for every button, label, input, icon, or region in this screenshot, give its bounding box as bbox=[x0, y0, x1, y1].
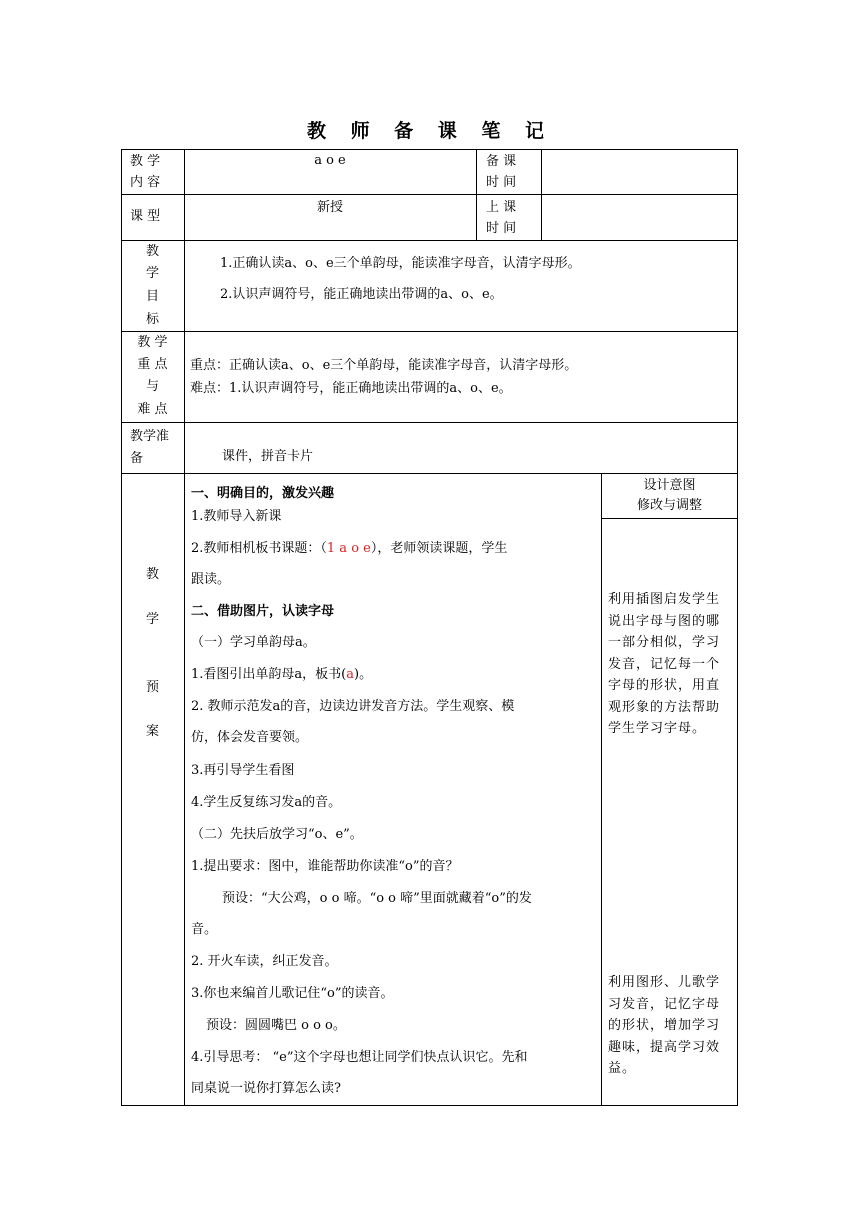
plan-line: 3.再引导学生看图 bbox=[191, 763, 295, 778]
plan-line: 2.教师相机板书课题：（1 a o e），老师领读课题，学生 bbox=[191, 541, 508, 556]
side-header-divider bbox=[601, 518, 738, 519]
goals-label: 学 bbox=[145, 266, 159, 281]
prep-value: 课件，拼音卡片 bbox=[222, 449, 314, 464]
goal-item: 1.正确认读a、o、e三个单韵母，能读准字母音，认清字母形。 bbox=[220, 256, 581, 271]
table-border-bottom bbox=[121, 1105, 738, 1106]
prep-label: 教学准 bbox=[130, 429, 170, 444]
plan-line: 2. 教师示范发a的音，边读边讲发音方法。学生观察、模 bbox=[191, 699, 515, 714]
plan-line: （一）学习单韵母a。 bbox=[191, 635, 316, 650]
plan-label: 预 bbox=[145, 680, 159, 695]
plan-label: 案 bbox=[145, 724, 159, 739]
red-board-text: a bbox=[346, 667, 354, 682]
section-heading: 一、明确目的，激发兴趣 bbox=[191, 486, 335, 501]
row-divider bbox=[121, 422, 738, 423]
plan-line: 2. 开火车读，纠正发音。 bbox=[191, 954, 338, 969]
prep-time-label: 时 间 bbox=[486, 175, 517, 190]
row-divider bbox=[121, 473, 738, 474]
plan-label: 学 bbox=[145, 612, 159, 627]
table-border-right bbox=[737, 149, 738, 1106]
key-points-label: 与 bbox=[145, 379, 159, 394]
goals-label: 标 bbox=[145, 312, 159, 327]
plan-line: 4.引导思考： “e”这个字母也想让同学们快点认识它。先和 bbox=[191, 1050, 528, 1065]
prep-time-label: 备 课 bbox=[486, 154, 517, 169]
type-label: 课 型 bbox=[130, 209, 161, 224]
plan-line: 跟读。 bbox=[191, 572, 231, 587]
red-board-text: 1 a o e bbox=[326, 541, 371, 556]
page-title: 教 师 备 课 笔 记 bbox=[306, 120, 554, 142]
key-points-label: 难 点 bbox=[137, 402, 168, 417]
side-header: 修改与调整 bbox=[636, 498, 702, 513]
key-points-label: 教 学 bbox=[137, 335, 168, 350]
row-divider bbox=[121, 194, 738, 195]
plan-line: 仿，体会发音要领。 bbox=[191, 730, 309, 745]
side-header: 设计意图 bbox=[643, 478, 696, 493]
column-divider bbox=[541, 149, 542, 241]
design-note: 利用插图启发学生说出字母与图的哪一部分相似，学习发音，记忆每一个字母的形状，用直观形象的方法帮助学生学习字母。 bbox=[608, 592, 721, 736]
content-label: 内 容 bbox=[130, 175, 161, 190]
plan-line: 音。 bbox=[191, 922, 218, 937]
table-border-top bbox=[121, 149, 738, 150]
plan-line: 预设：圆圆嘴巴 o o o。 bbox=[206, 1018, 346, 1033]
goals-label: 教 bbox=[145, 244, 159, 259]
label-column-divider bbox=[184, 149, 185, 1106]
plan-line: 4.学生反复练习发a的音。 bbox=[191, 795, 342, 810]
plan-line: 同桌说一说你打算怎么读? bbox=[191, 1081, 341, 1096]
key-point: 重点：正确认读a、o、e三个单韵母，能读准字母音，认清字母形。 bbox=[190, 358, 578, 373]
type-value: 新授 bbox=[316, 200, 343, 215]
goals-label: 目 bbox=[145, 289, 159, 304]
content-label: 教 学 bbox=[130, 154, 161, 169]
plan-line: 1.看图引出单韵母a，板书(a)。 bbox=[191, 667, 373, 682]
row-divider bbox=[121, 240, 738, 241]
key-points-label: 重 点 bbox=[137, 357, 168, 372]
class-time-label: 时 间 bbox=[486, 221, 517, 236]
plan-line: （二）先扶后放学习“o、e”。 bbox=[191, 827, 363, 842]
plan-line: 预设：“大公鸡，o o 啼。“o o 啼”里面就藏着“o”的发 bbox=[222, 891, 532, 906]
design-note: 利用图形、儿歌学习发音，记忆字母的形状，增加学习趣味，提高学习效益。 bbox=[608, 975, 721, 1076]
plan-line: 1.提出要求：图中，谁能帮助你读准“o”的音？ bbox=[191, 859, 459, 874]
section-heading: 二、借助图片，认读字母 bbox=[191, 604, 335, 619]
row-divider bbox=[121, 331, 738, 332]
plan-label: 教 bbox=[145, 567, 159, 582]
notes-column-divider bbox=[601, 473, 602, 1106]
prep-label: 备 bbox=[130, 451, 144, 466]
plan-line: 1.教师导入新课 bbox=[191, 509, 282, 524]
plan-line: 3.你也来编首儿歌记住“o”的读音。 bbox=[191, 986, 394, 1001]
column-divider bbox=[476, 149, 477, 241]
goal-item: 2.认识声调符号，能正确地读出带调的a、o、e。 bbox=[220, 287, 503, 302]
content-value: a o e bbox=[314, 153, 346, 168]
difficult-point: 难点：1.认识声调符号，能正确地读出带调的a、o、e。 bbox=[190, 381, 512, 396]
class-time-label: 上 课 bbox=[486, 200, 517, 215]
